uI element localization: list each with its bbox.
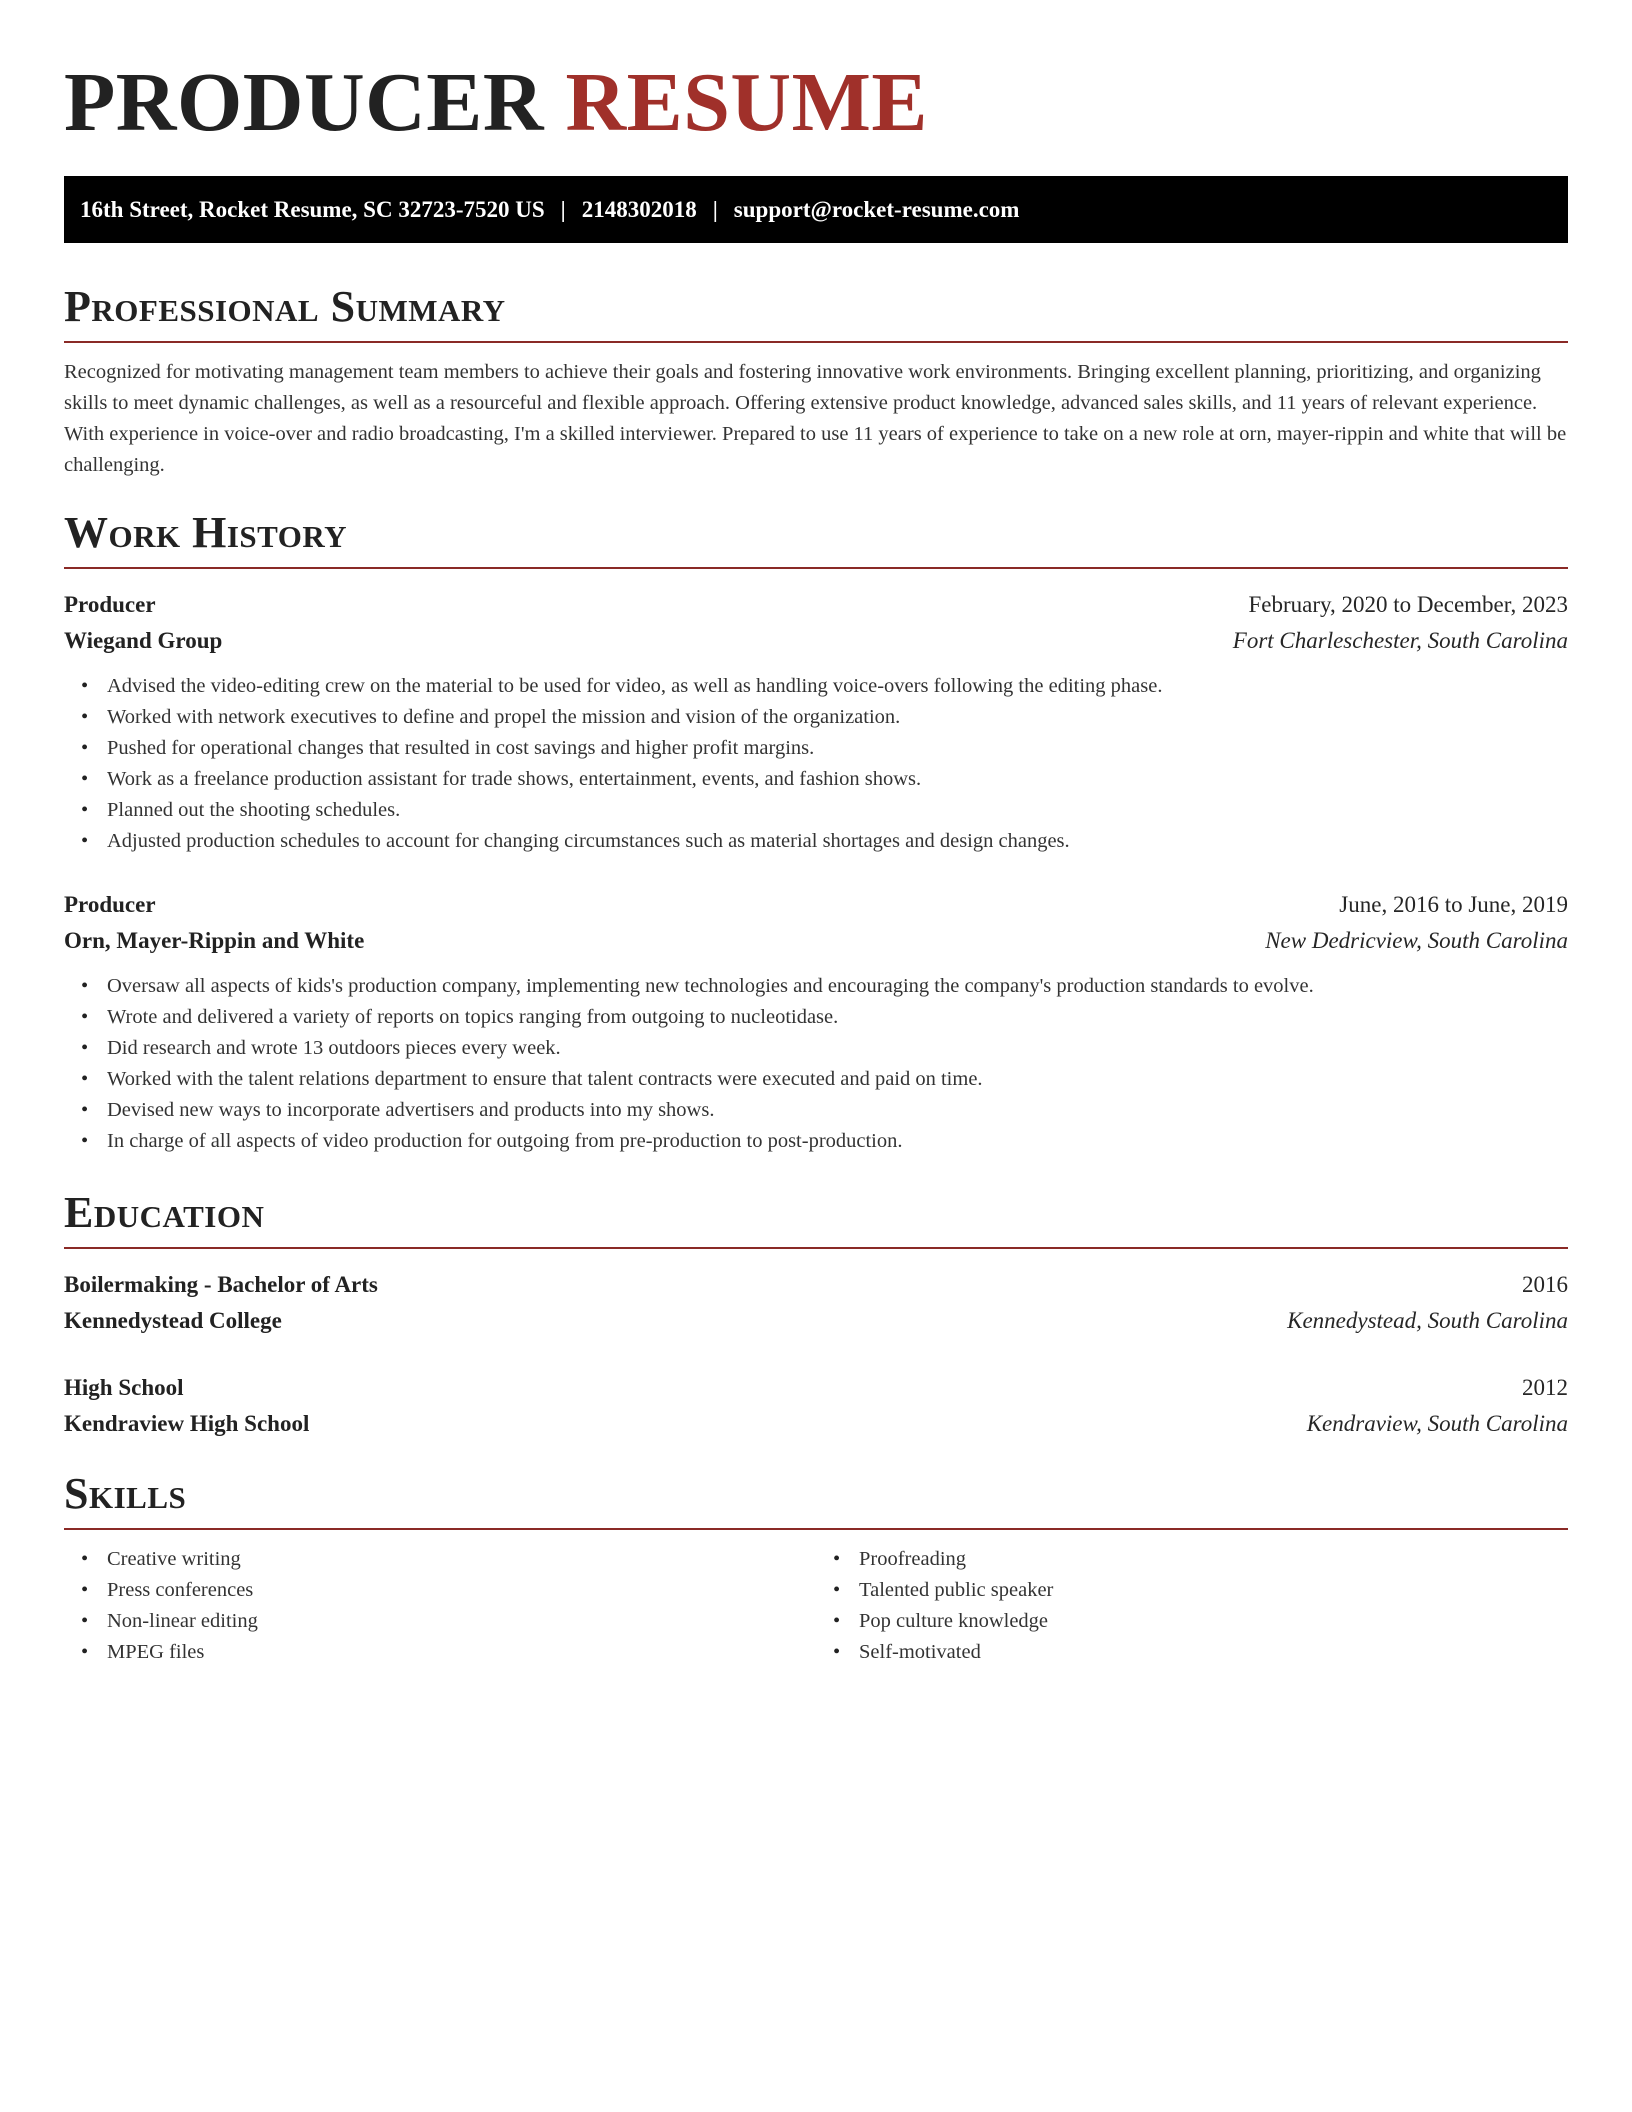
job-company-row [64,923,1568,959]
skill-item: • Proofreading [859,1544,1568,1575]
job-title: Producer [64,592,156,617]
degree: Boilermaking - Bachelor of Arts [64,1272,378,1297]
school-name: Kendraview High School [64,1411,310,1436]
resume-page [64,0,1568,1668]
job-bullet: • Pushed for operational changes that resulted in cost savings and higher profit margins. [107,733,1568,764]
job-title-row [64,887,1568,923]
school-location: Kendraview, South Carolina [1306,1411,1568,1436]
job-location: Fort Charleschester, South Carolina [1232,628,1568,653]
degree-row [64,1370,1568,1406]
job-title: Producer [64,892,156,917]
contact-email[interactable]: support@rocket-resume.com [733,196,1020,222]
contact-separator: | [712,196,718,222]
education-entry [64,1370,1568,1442]
graduation-year: 2016 [1522,1272,1568,1297]
contact-bar [64,176,1568,243]
job-location: New Dedricview, South Carolina [1265,928,1568,953]
skill-item: • MPEG files [107,1637,816,1668]
job-company: Wiegand Group [64,628,223,653]
job-bullet: • In charge of all aspects of video production for outgoing from pre-production to post-production. [107,1126,1568,1157]
job-bullets [64,671,1568,857]
contact-phone: 2148302018 [581,196,697,222]
contact-separator: | [560,196,566,222]
skills-grid [64,1544,1568,1668]
skills-list-left [64,1544,816,1668]
school-row [64,1303,1568,1339]
skill-item: • Pop culture knowledge [859,1606,1568,1637]
contact-address: 16th Street, Rocket Resume, SC 32723-7520 US [80,196,545,222]
job-entry [64,587,1568,857]
skill-item: • Press conferences [107,1575,816,1606]
education-section [64,1187,1568,1442]
job-bullets [64,971,1568,1157]
skill-item: • Talented public speaker [859,1575,1568,1606]
skill-item: • Creative writing [107,1544,816,1575]
degree-row [64,1267,1568,1303]
work-section [64,507,1568,1157]
job-title-row [64,587,1568,623]
summary-section [64,281,1568,481]
job-bullet: • Planned out the shooting schedules. [107,795,1568,826]
title-accent: RESUME [565,56,928,149]
skills-section [64,1468,1568,1668]
job-bullet: • Oversaw all aspects of kids's production company, implementing new technologies and encouraging the company's production standards to evolve. [107,971,1568,1002]
job-bullet: • Adjusted production schedules to account for changing circumstances such as material shortages and design changes. [107,826,1568,857]
job-company-row [64,623,1568,659]
job-bullet: • Devised new ways to incorporate advertisers and products into my shows. [107,1095,1568,1126]
education-entry [64,1267,1568,1339]
job-bullet: • Wrote and delivered a variety of reports on topics ranging from outgoing to nucleotidase. [107,1002,1568,1033]
resume-title [64,0,1568,148]
job-bullet: • Advised the video-editing crew on the material to be used for video, as well as handling voice-overs following the editing phase. [107,671,1568,702]
school-row [64,1406,1568,1442]
skill-item: • Non-linear editing [107,1606,816,1637]
summary-text: Recognized for motivating management team members to achieve their goals and fostering innovative work environments. Bringing excellent planning, prioritizing, and organizing skills to meet dynamic challenges, as well as a resourceful and flexible approach. Offering extensive product knowledge, advanced sales skills, and 11 years of relevant experience. With experience in voice-over and radio broadcasting, I'm a skilled interviewer. Prepared to use 11 years of experience to take on a new role at orn, mayer-rippin and white that will be challenging. [64,361,1567,476]
graduation-year: 2012 [1522,1375,1568,1400]
job-company: Orn, Mayer-Rippin and White [64,928,365,953]
summary-heading: Professional Summary [64,281,1568,343]
job-dates: February, 2020 to December, 2023 [1248,592,1568,617]
school-name: Kennedystead College [64,1308,282,1333]
job-dates: June, 2016 to June, 2019 [1339,892,1568,917]
school-location: Kennedystead, South Carolina [1287,1308,1568,1333]
job-bullet: • Did research and wrote 13 outdoors pieces every week. [107,1033,1568,1064]
education-heading: Education [64,1187,1568,1249]
title-main: PRODUCER [64,56,544,149]
work-heading: Work History [64,507,1568,569]
skill-item: • Self-motivated [859,1637,1568,1668]
degree: High School [64,1375,184,1400]
job-bullet: • Worked with network executives to define and propel the mission and vision of the organization. [107,702,1568,733]
job-bullet: • Worked with the talent relations department to ensure that talent contracts were executed and paid on time. [107,1064,1568,1095]
job-entry [64,887,1568,1157]
skills-heading: Skills [64,1468,1568,1530]
skills-list-right [816,1544,1568,1668]
job-bullet: • Work as a freelance production assistant for trade shows, entertainment, events, and fashion shows. [107,764,1568,795]
